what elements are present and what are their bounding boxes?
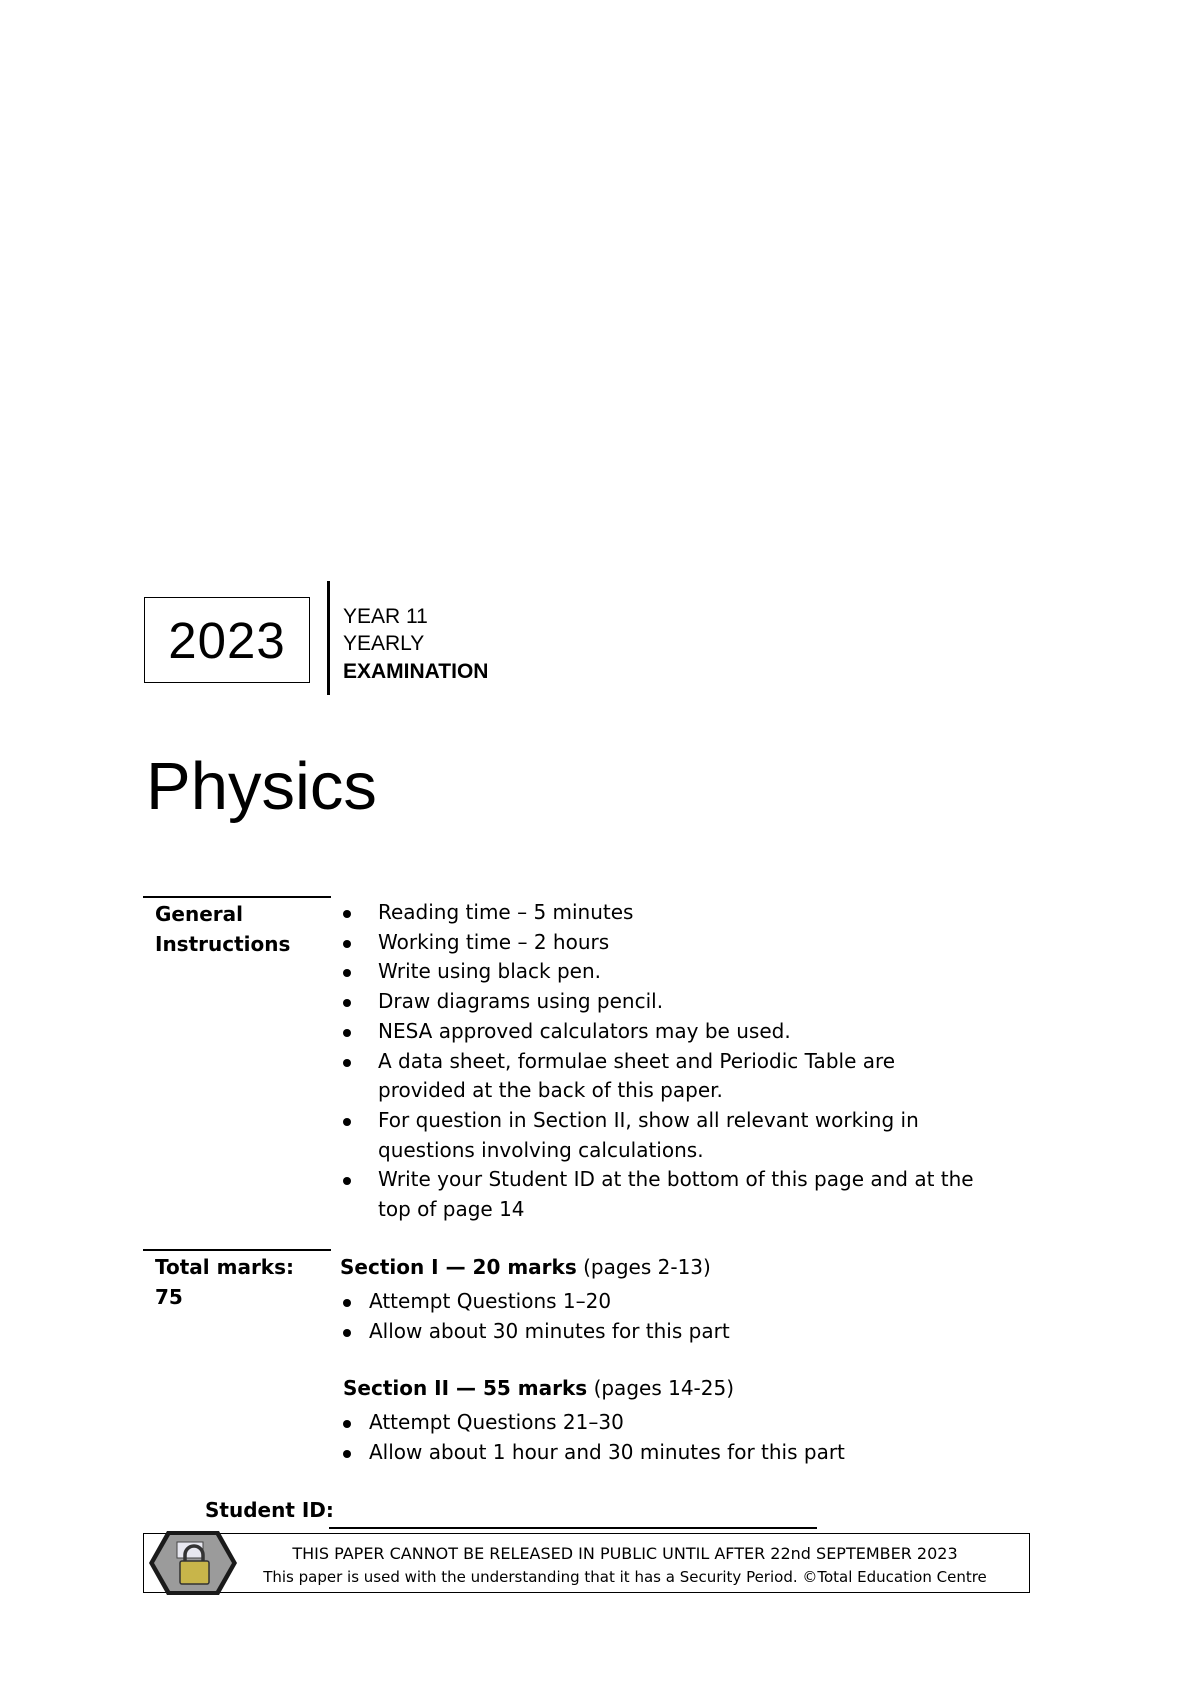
section-2-heading (343, 1373, 734, 1403)
section-2-list (340, 1408, 980, 1467)
instruction-item: Working time – 2 hours (340, 928, 980, 958)
label-line-1: General (155, 902, 243, 926)
section-1-heading (340, 1252, 711, 1282)
instruction-item: Write using black pen. (340, 957, 980, 987)
exam-label: EXAMINATION (343, 660, 489, 683)
general-instructions-label (155, 899, 335, 959)
section-2-title: Section II — 55 marks (343, 1376, 588, 1400)
instruction-item: NESA approved calculators may be used. (340, 1017, 980, 1047)
subject-title: Physics (146, 749, 377, 824)
student-id-label: Student ID: (205, 1498, 334, 1522)
exam-year: 2023 (144, 597, 310, 683)
instruction-item: A data sheet, formulae sheet and Periodic Table are provided at the back of this paper. (340, 1047, 980, 1106)
section-1-item: Attempt Questions 1–20 (340, 1287, 980, 1317)
section-1-title: Section I — 20 marks (340, 1255, 577, 1279)
section-2-item: Allow about 1 hour and 30 minutes for this part (340, 1438, 980, 1468)
instruction-item: Draw diagrams using pencil. (340, 987, 980, 1017)
section-2-pages: (pages 14-25) (593, 1376, 735, 1400)
section-1-pages: (pages 2-13) (583, 1255, 711, 1279)
header-divider (327, 581, 330, 695)
total-marks-rule (143, 1249, 331, 1251)
instructions-list (340, 898, 980, 1225)
instruction-item: Write your Student ID at the bottom of this page and at the top of page 14 (340, 1165, 980, 1224)
instructions-rule (143, 896, 331, 898)
section-1-item: Allow about 30 minutes for this part (340, 1317, 980, 1347)
padlock-security-icon (145, 1528, 241, 1598)
instruction-item: For question in Section II, show all relevant working in questions involving calculations. (340, 1106, 980, 1165)
security-period-notice: This paper is used with the understanding that it has a Security Period. ©Total Education Centre (263, 1568, 987, 1586)
total-marks-value: 75 (155, 1285, 183, 1309)
total-marks-label: Total marks: (155, 1255, 295, 1279)
student-id-field[interactable] (329, 1527, 817, 1529)
section-1-list (340, 1287, 980, 1346)
exam-year-level: YEAR 11 (343, 605, 428, 628)
total-marks (155, 1252, 335, 1312)
label-line-2: Instructions (155, 932, 291, 956)
release-notice: THIS PAPER CANNOT BE RELEASED IN PUBLIC UNTIL AFTER 22nd SEPTEMBER 2023 (292, 1544, 958, 1563)
instruction-item: Reading time – 5 minutes (340, 898, 980, 928)
exam-type: YEARLY (343, 632, 425, 655)
section-2-item: Attempt Questions 21–30 (340, 1408, 980, 1438)
